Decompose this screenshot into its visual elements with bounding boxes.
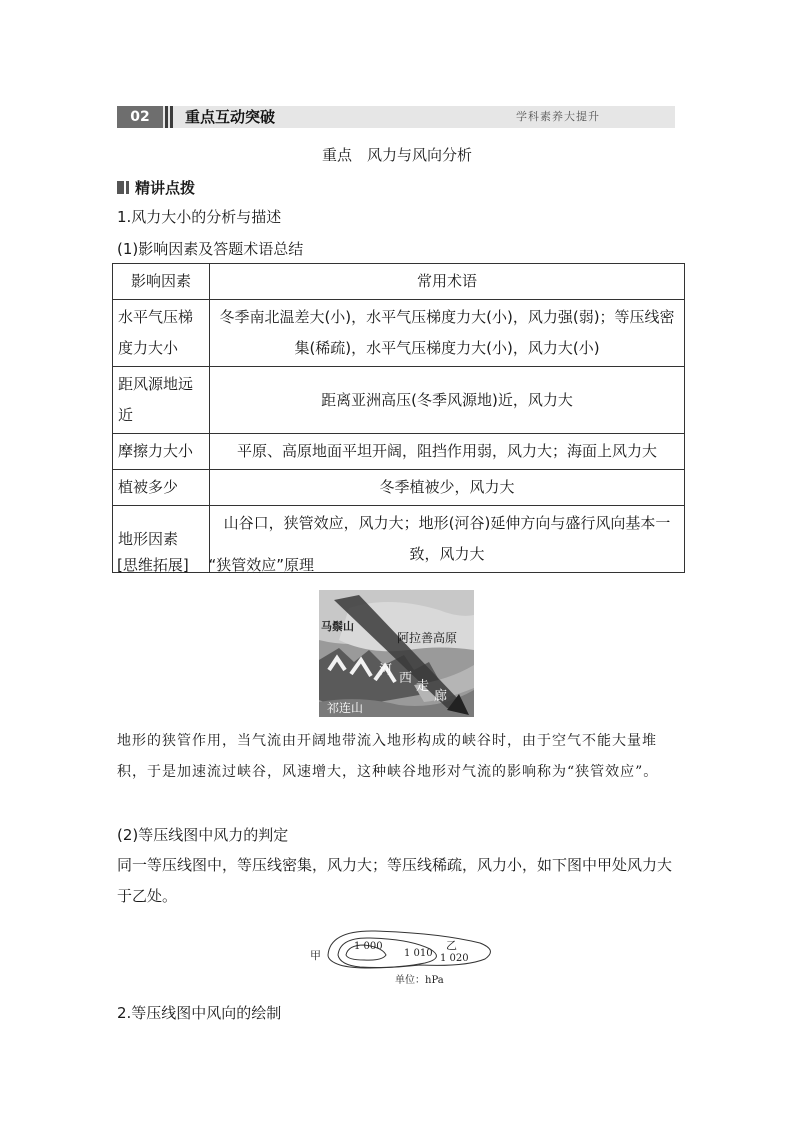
table-cell-factor: 地形因素 xyxy=(113,506,210,573)
banner-title: 重点互动突破 xyxy=(185,108,276,126)
subheading-2: (2)等压线图中风力的判定 xyxy=(117,826,289,844)
banner-subtitle: 学科素养大提升 xyxy=(516,110,600,123)
table-cell-factor: 摩擦力大小 xyxy=(113,434,210,470)
map-label-he: 河 xyxy=(379,663,393,678)
isobar-label-yi: 乙 xyxy=(446,939,457,952)
thinking-tag: [思维拓展] xyxy=(117,556,189,574)
heading-2: 2.等压线图中风向的绘制 xyxy=(117,1004,282,1022)
section-banner xyxy=(117,106,675,128)
table-cell-factor: 水平气压梯度力大小 xyxy=(113,300,210,367)
isobar-label-jia: 甲 xyxy=(310,949,321,962)
section-number: 02 xyxy=(117,106,163,128)
isobar-unit: 单位：hPa xyxy=(395,975,444,986)
map-label-zou: 走 xyxy=(416,679,430,694)
table-row xyxy=(113,300,685,367)
thinking-title: “狭管效应”原理 xyxy=(208,556,315,574)
table-row xyxy=(113,434,685,470)
table-cell-term: 冬季南北温差大(小)，水平气压梯度力大(小)，风力强(弱)；等压线密集(稀疏)，水平气压梯度力大(小)，风力大(小) xyxy=(210,300,685,367)
thinking-extension xyxy=(117,554,314,575)
paragraph-isobar: 同一等压线图中，等压线密集，风力大；等压线稀疏，风力小，如下图中甲处风力大于乙处。 xyxy=(117,856,673,905)
map-label-mazong: 马鬃山 xyxy=(321,620,354,633)
table-cell-term: 山谷口，狭管效应，风力大；地形(河谷)延伸方向与盛行风向基本一致，风力大 xyxy=(210,506,685,573)
isobar-value-1010: 1 010 xyxy=(404,948,433,959)
table-cell-term: 冬季植被少，风力大 xyxy=(210,470,685,506)
table-header-factor: 影响因素 xyxy=(113,264,210,300)
section-marker-icon xyxy=(117,181,129,194)
paragraph-narrow-pipe: 地形的狭管作用，当气流由开阔地带流入地形构成的峡谷时，由于空气不能大量堆积，于是加速流过峡谷，风速增大，这种峡谷地形对气流的影响称为“狭管效应”。 xyxy=(117,733,659,780)
isobar-diagram xyxy=(300,925,500,987)
table-row xyxy=(113,367,685,434)
section-heading-text: 精讲点拨 xyxy=(135,179,196,197)
map-label-xi: 西 xyxy=(399,671,413,686)
map-label-alashan: 阿拉善高原 xyxy=(397,631,458,645)
table-row xyxy=(113,470,685,506)
table-cell-term: 平原、高原地面平坦开阔，阻挡作用弱，风力大；海面上风力大 xyxy=(210,434,685,470)
subheading-1: (1)影响因素及答题术语总结 xyxy=(117,240,304,258)
isobar-value-1000: 1 000 xyxy=(354,941,383,952)
map-label-qilian: 祁连山 xyxy=(327,701,364,715)
hexi-corridor-map xyxy=(319,590,474,717)
section-heading xyxy=(117,177,195,198)
table-cell-factor: 距风源地远近 xyxy=(113,367,210,434)
map-label-lang: 廊 xyxy=(434,689,448,704)
banner-divider xyxy=(170,106,173,128)
table-cell-term: 距离亚洲高压(冬季风源地)近，风力大 xyxy=(210,367,685,434)
isobar-value-1020: 1 020 xyxy=(440,953,469,964)
heading-1: 1.风力大小的分析与描述 xyxy=(117,208,282,226)
terms-table xyxy=(112,263,685,573)
table-header-term: 常用术语 xyxy=(210,264,685,300)
table-header-row xyxy=(113,264,685,300)
page-title: 重点 风力与风向分析 xyxy=(321,146,472,164)
table-cell-factor: 植被多少 xyxy=(113,470,210,506)
banner-divider xyxy=(165,106,168,128)
